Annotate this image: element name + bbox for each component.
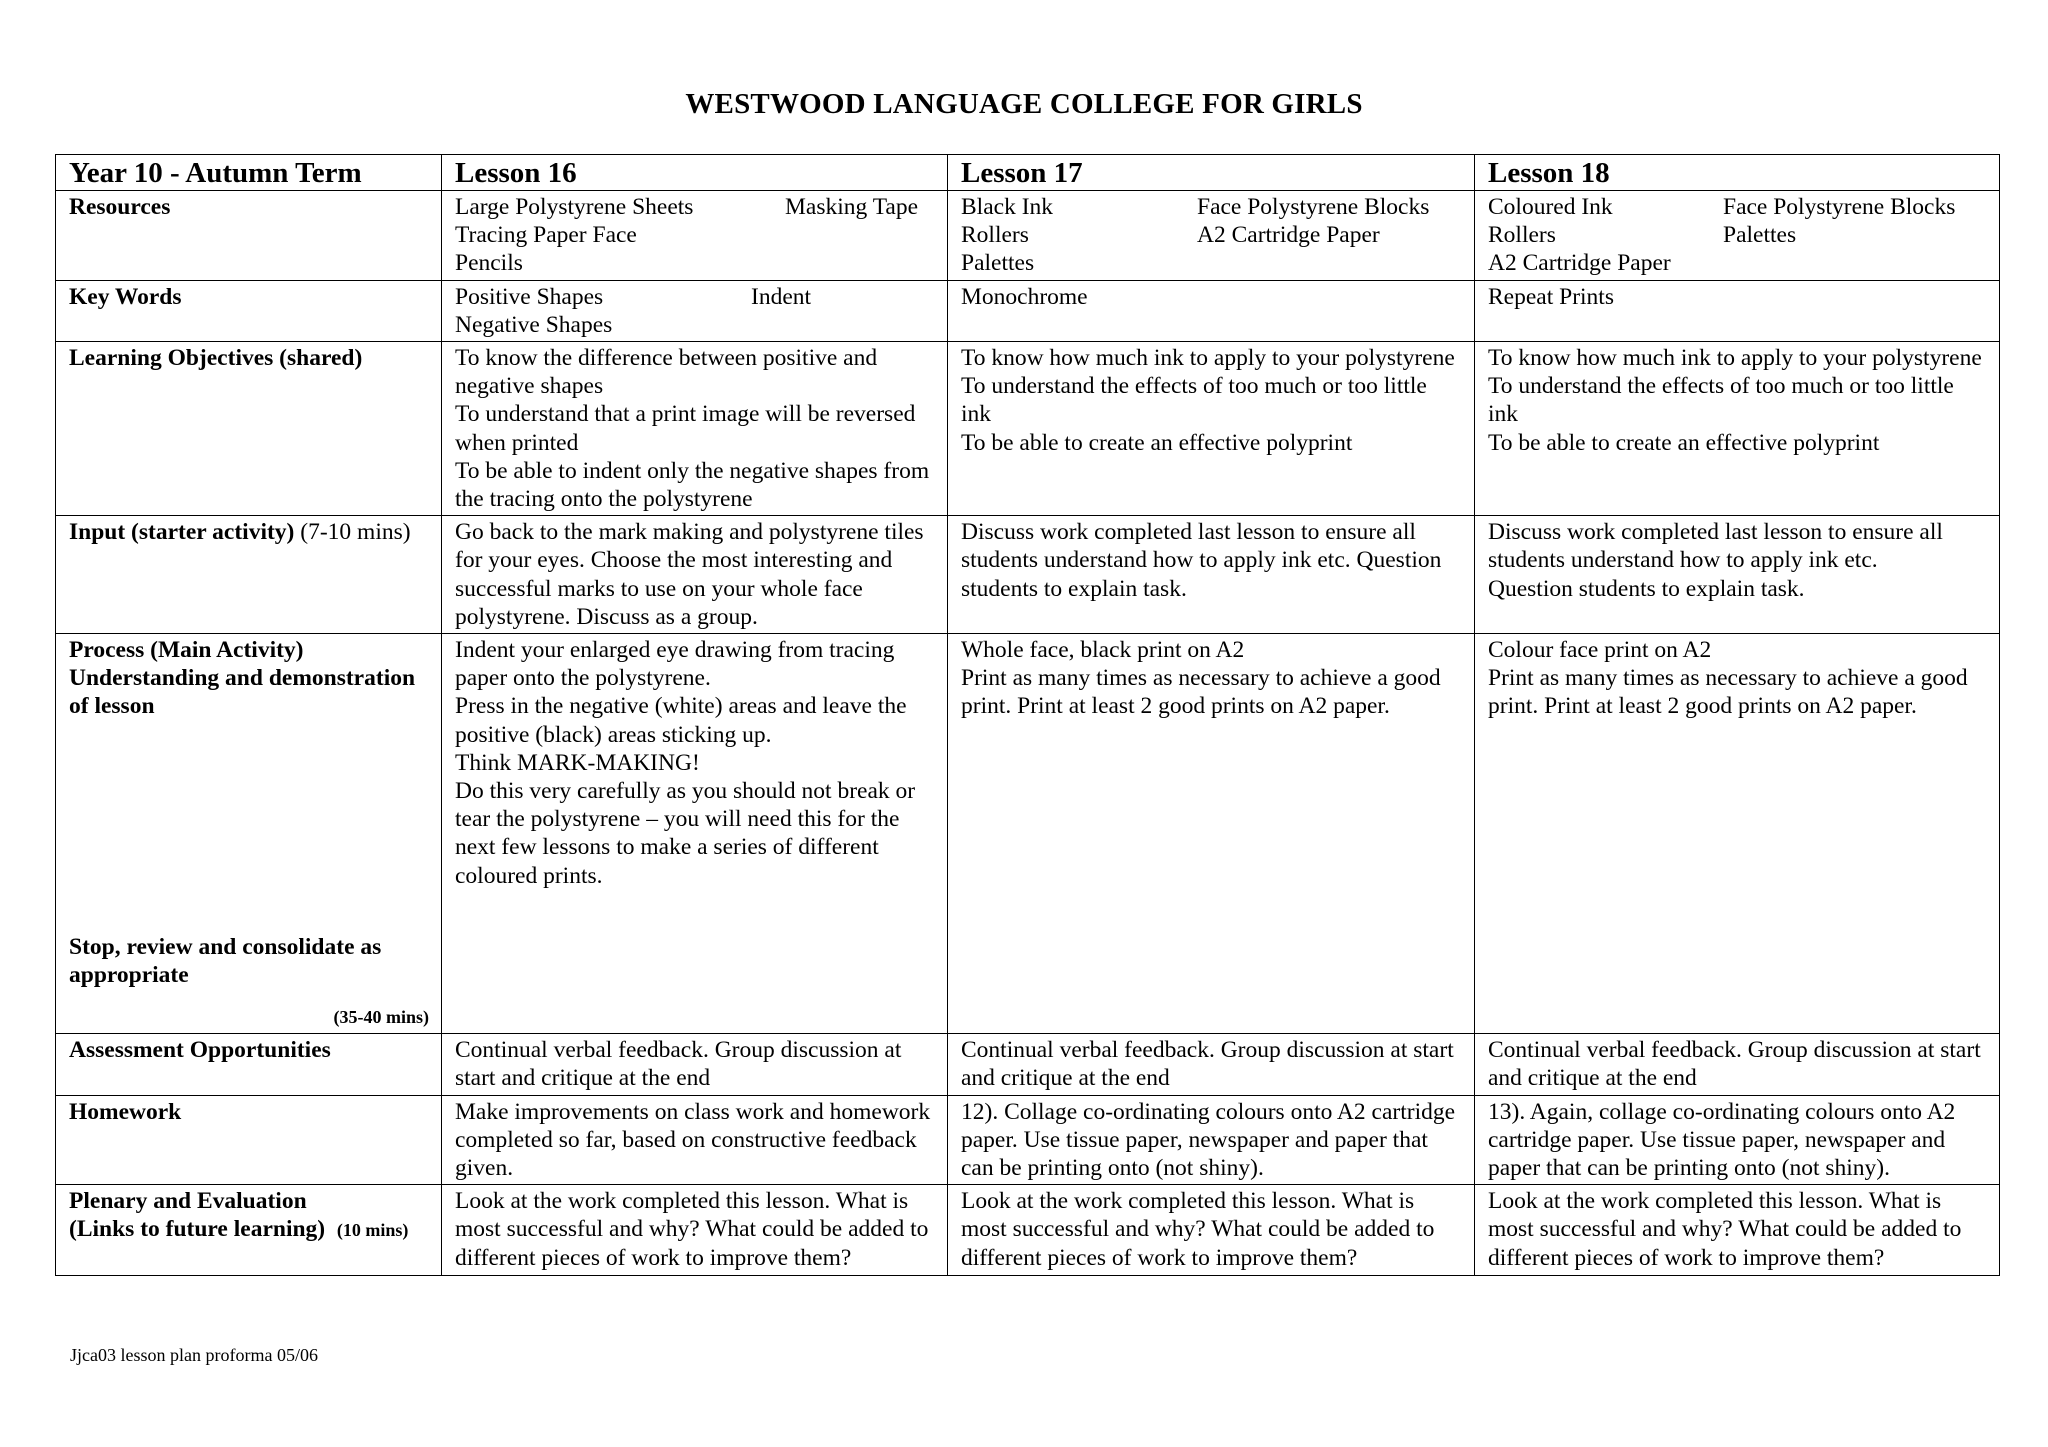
lesson-16-input: Go back to the mark making and polystyrene tiles for your eyes. Choose the most interesting and successful marks to use on your whole face polystyrene. Discuss as a group. [442,516,948,634]
resource-item: Face Polystyrene Blocks [1723,194,1956,220]
plenary-row [56,1185,2000,1275]
homework-label: Homework [56,1095,442,1185]
lesson-17-input: Discuss work completed last lesson to ensure all students understand how to apply ink etc. Question students to explain task. [948,516,1475,634]
key-words-label: Key Words [56,280,442,341]
plenary-label-cell [56,1185,442,1275]
input-label-bold: Input (starter activity) [69,519,295,546]
lesson-17-homework: 12). Collage co-ordinating colours onto A2 cartridge paper. Use tissue paper, newspaper and paper that can be printing onto (not shiny). [948,1095,1475,1185]
resource-item: Face Polystyrene Blocks [1197,194,1430,220]
lesson-18-objectives: To know how much ink to apply to your polystyrene To understand the effects of too much or too little ink To be able to create an effective polyprint [1475,342,2000,516]
lesson-16-process: Indent your enlarged eye drawing from tracing paper onto the polystyrene. Press in the negative (white) areas and leave the positive (black) areas sticking up. Think MARK-MAKING! Do this very carefully as you should not break or tear the polystyrene – you will need this for the next few lessons to make a series of different coloured prints. [442,634,948,1034]
resource-item: Rollers [1488,222,1556,249]
process-duration: (35-40 mins) [333,1007,429,1028]
lesson-18-homework: 13). Again, collage co-ordinating colours onto A2 cartridge paper. Use tissue paper, newspaper and paper that can be printing onto (not shiny). [1475,1095,2000,1185]
lesson-16-resources-left [455,193,785,278]
key-word: Indent [751,283,812,310]
input-label [56,516,442,634]
document-title: WESTWOOD LANGUAGE COLLEGE FOR GIRLS [685,88,1363,120]
lesson-17-objectives: To know how much ink to apply to your polystyrene To understand the effects of too much or too little ink To be able to create an effective polyprint [948,342,1475,516]
lesson-17-plenary: Look at the work completed this lesson. What is most successful and why? What could be added to different pieces of work to improve them? [948,1185,1475,1275]
resource-item: Large Polystyrene Sheets [455,194,694,220]
homework-row [56,1095,2000,1185]
lesson-18-heading: Lesson 18 [1475,155,2000,191]
process-label-cell [56,634,442,1034]
process-row [56,634,2000,1034]
lesson-16-assessment: Continual verbal feedback. Group discussion at start and critique at the end [442,1034,948,1095]
lesson-18-assessment: Continual verbal feedback. Group discussion at start and critique at the end [1475,1034,2000,1095]
lesson-16-homework: Make improvements on class work and homework completed so far, based on constructive feedback given. [442,1095,948,1185]
assessment-label: Assessment Opportunities [56,1034,442,1095]
plenary-duration: (10 mins) [336,1220,409,1241]
plenary-label-spacer [69,1245,429,1273]
lesson-16-objectives: To know the difference between positive and negative shapes To understand that a print image will be reversed when printed To be able to indent only the negative shapes from the tracing onto the polystyrene [442,342,948,516]
lesson-16-heading: Lesson 16 [442,155,948,191]
resource-item: A2 Cartridge Paper [1488,250,1671,277]
lesson-16-key-words [442,280,948,341]
input-label-duration: (7-10 mins) [294,519,411,546]
resource-item: Masking Tape [785,194,919,220]
lesson-plan-table [55,154,2000,1276]
lesson-17-heading: Lesson 17 [948,155,1475,191]
resource-item: Tracing Paper Face [455,222,637,249]
objectives-label: Learning Objectives (shared) [56,342,442,516]
lesson-18-resources [1475,191,2000,281]
resource-item: Coloured Ink [1488,194,1613,220]
lesson-16-resources-right [785,193,935,278]
plenary-label-links [69,1215,429,1244]
lesson-16-key-words-left [455,283,751,339]
process-label: Process (Main Activity) Understanding and demonstration of lesson [69,637,416,720]
lesson-18-resources-left [1488,193,1723,278]
lesson-18-input: Discuss work completed last lesson to ensure all students understand how to apply ink etc. Question students to explain task. [1475,516,2000,634]
resource-item: A2 Cartridge Paper [1197,222,1380,249]
lesson-18-process: Colour face print on A2 Print as many times as necessary to achieve a good print. Print at least 2 good prints on A2 paper. [1475,634,2000,1034]
plenary-label: Plenary and Evaluation [69,1188,307,1215]
lesson-16-plenary: Look at the work completed this lesson. What is most successful and why? What could be added to different pieces of work to improve them? [442,1185,948,1275]
plenary-label-links-text: (Links to future learning) [69,1216,326,1243]
lesson-16-resources [442,191,948,281]
lesson-17-resources-right [1197,193,1462,278]
lesson-18-resources-right [1723,193,1987,278]
header-row [56,155,2000,191]
resources-label: Resources [56,191,442,281]
key-word: Negative Shapes [455,311,613,338]
resource-item: Palettes [1723,222,1797,249]
lesson-17-resources [948,191,1475,281]
footer-note: Jjca03 lesson plan proforma 05/06 [70,1345,318,1365]
lesson-17-process: Whole face, black print on A2 Print as many times as necessary to achieve a good print. Print at least 2 good prints on A2 paper. [948,634,1475,1034]
input-row [56,516,2000,634]
key-words-row [56,280,2000,341]
resource-item: Palettes [961,250,1035,277]
lesson-17-assessment: Continual verbal feedback. Group discussion at start and critique at the end [948,1034,1475,1095]
stop-review-label: Stop, review and consolidate as appropriate [69,933,382,988]
objectives-row [56,342,2000,516]
lesson-16-key-words-right [751,283,935,339]
lesson-18-plenary: Look at the work completed this lesson. What is most successful and why? What could be added to different pieces of work to improve them? [1475,1185,2000,1275]
assessment-row [56,1034,2000,1095]
lesson-17-key-words: Monochrome [948,280,1475,341]
resources-row [56,191,2000,281]
resource-item: Pencils [455,250,523,277]
lesson-17-resources-left [961,193,1197,278]
resource-item: Rollers [961,222,1029,249]
lesson-18-key-words: Repeat Prints [1475,280,2000,341]
key-word: Positive Shapes [455,283,604,310]
term-heading: Year 10 - Autumn Term [56,155,442,191]
resource-item: Black Ink [961,194,1054,220]
